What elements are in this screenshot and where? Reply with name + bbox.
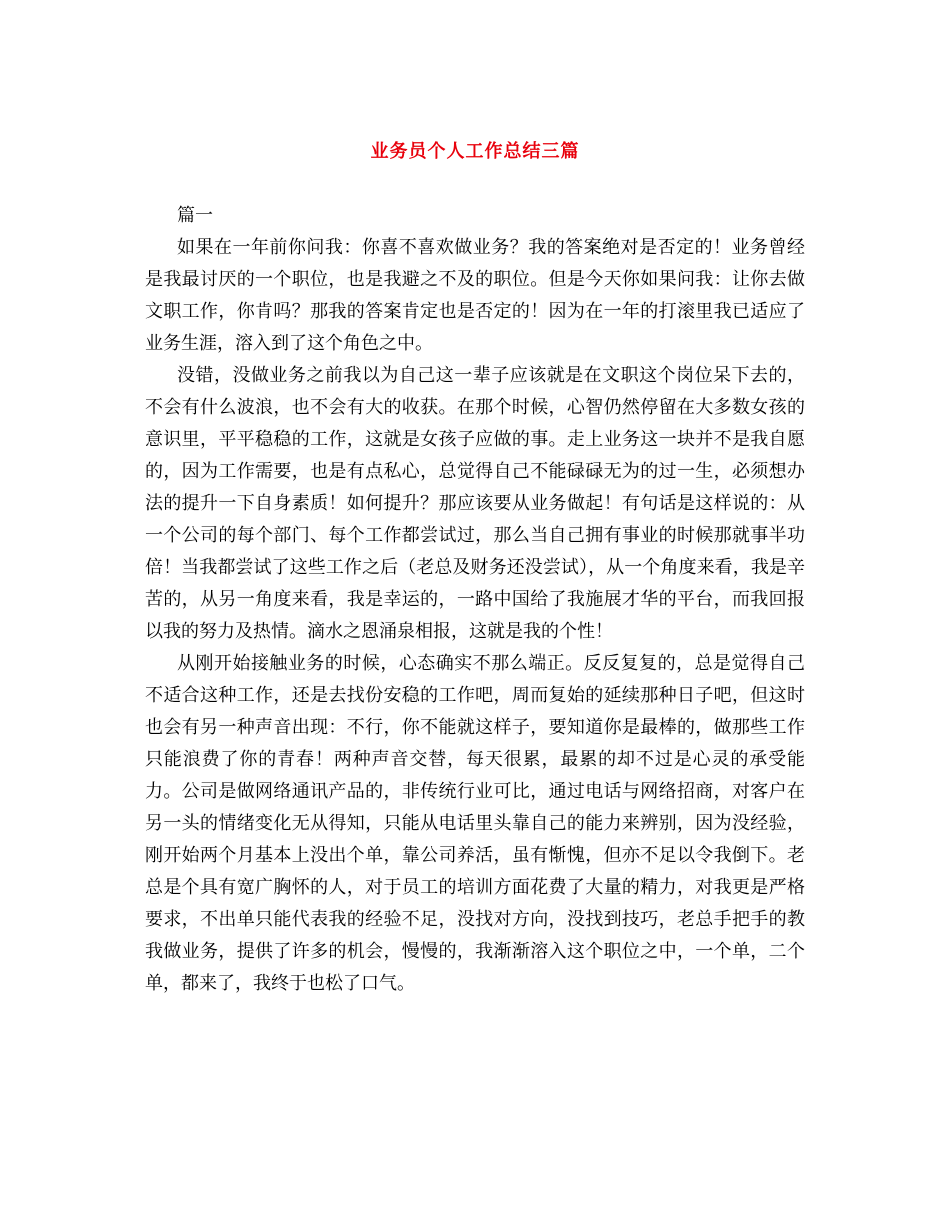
paragraph-2: 没错，没做业务之前我以为自己这一辈子应该就是在文职这个岗位呆下去的，不会有什么波浪，也不会有大的收获。在那个时候，心智仍然停留在大多数女孩的意识里，平平稳稳的工作，这就是女孩子应做的事。走上业务这一块并不是我自愿的，因为工作需要，也是有点私心，总觉得自己不能碌碌无为的过一生，必须想办法的提升一下自身素质！如何提升？那应该要从业务做起！有句话是这样说的：从一个公司的每个部门、每个工作都尝试过，那么当自己拥有事业的时候那就事半功倍！当我都尝试了这些工作之后（老总及财务还没尝试），从一个角度来看，我是辛苦的，从另一角度来看，我是幸运的，一路中国给了我施展才华的平台，而我回报以我的努力及热情。滴水之恩涌泉相报，这就是我的个性！ — [145, 365, 805, 642]
paragraph-1: 如果在一年前你问我：你喜不喜欢做业务？我的答案绝对是否定的！业务曾经是我最讨厌的一个职位，也是我避之不及的职位。但是今天你如果问我：让你去做文职工作，你肯吗？那我的答案肯定也是否定的！因为在一年的打滚里我已适应了业务生涯，溶入到了这个角色之中。 — [145, 237, 805, 354]
section-label: 篇一 — [177, 205, 213, 226]
document-body — [145, 200, 805, 1000]
document-title: 业务员个人工作总结三篇 — [370, 141, 580, 162]
paragraph-3: 从刚开始接触业务的时候，心态确实不那么端正。反反复复的，总是觉得自己不适合这种工作，还是去找份安稳的工作吧，周而复始的延续那种日子吧，但这时也会有另一种声音出现：不行，你不能就这样子，要知道你是最棒的，做那些工作只能浪费了你的青春！两种声音交替，每天很累，最累的却不过是心灵的承受能力。公司是做网络通讯产品的，非传统行业可比，通过电话与网络招商，对客户在另一头的情绪变化无从得知，只能从电话里头靠自己的能力来辨别，因为没经验，刚开始两个月基本上没出个单，靠公司养活，虽有惭愧，但亦不足以令我倒下。老总是个具有宽广胸怀的人，对于员工的培训方面花费了大量的精力，对我更是严格要求，不出单只能代表我的经验不足，没找对方向，没找到技巧，老总手把手的教我做业务，提供了许多的机会，慢慢的，我渐渐溶入这个职位之中，一个单，二个单，都来了，我终于也松了口气。 — [145, 653, 805, 994]
